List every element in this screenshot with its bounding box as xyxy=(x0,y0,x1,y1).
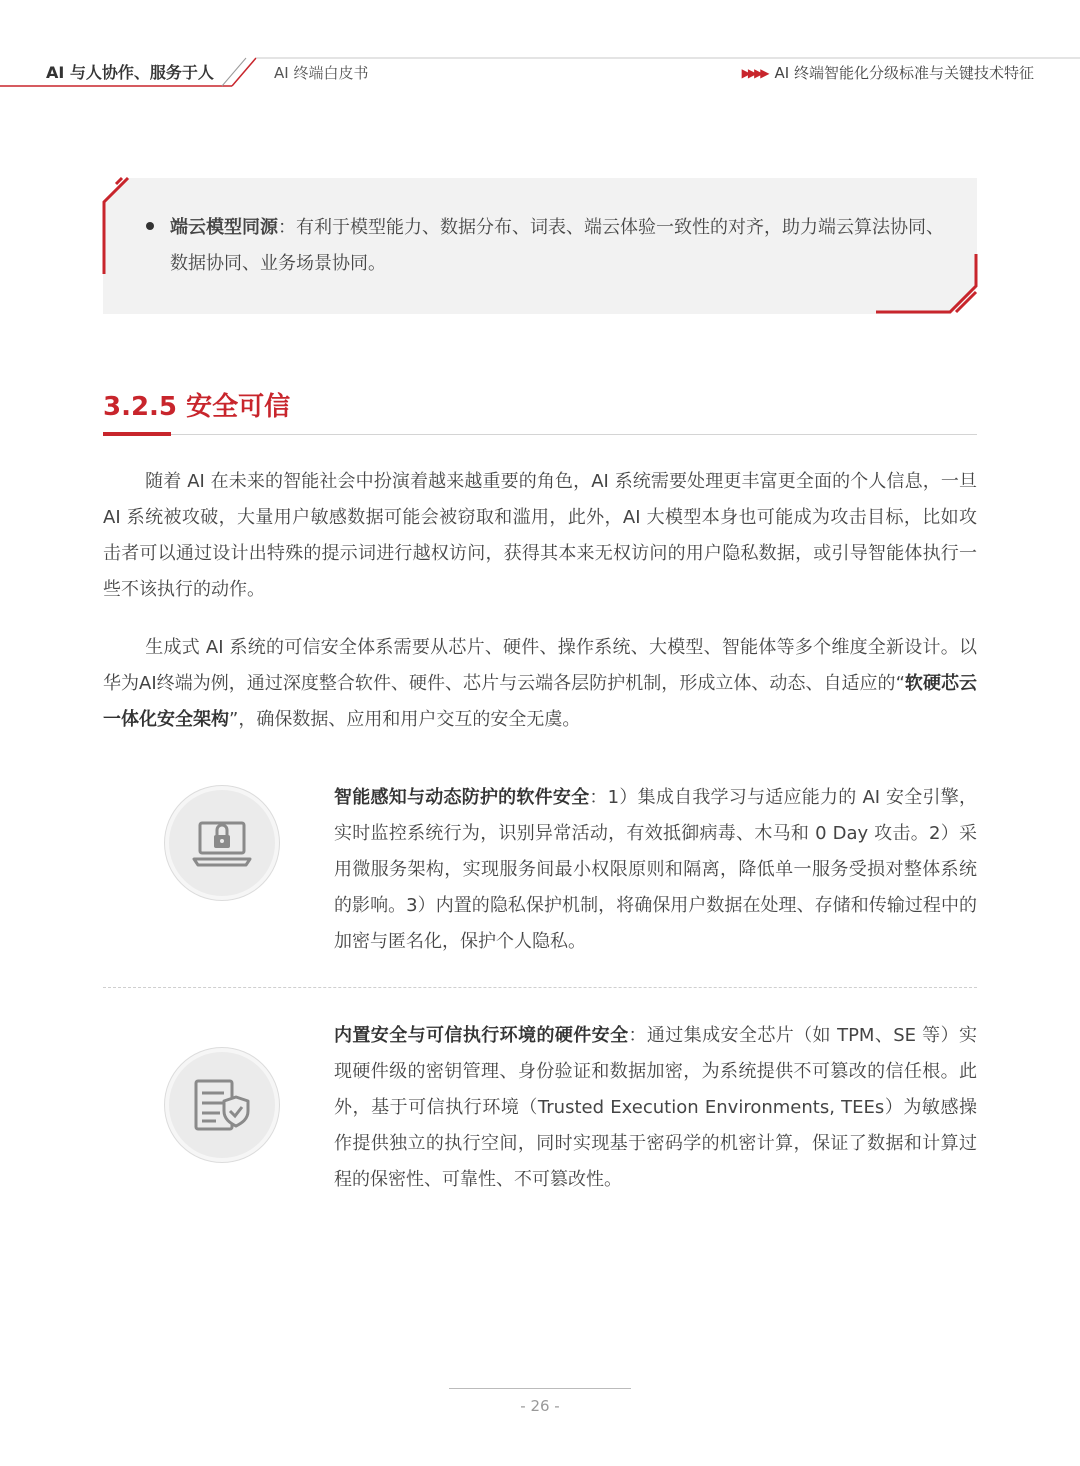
callout-term: 端云模型同源 xyxy=(170,217,278,238)
header-chapter-title: AI 终端智能化分级标准与关键技术特征 xyxy=(774,64,1034,82)
feature-1-title: 智能感知与动态防护的软件安全 xyxy=(334,787,590,808)
footer-rule xyxy=(449,1388,631,1389)
chevrons-right-icon: ▶▶▶▶ xyxy=(741,65,767,80)
header-chapter xyxy=(742,62,1034,83)
feature-1-text: 1）集成自我学习与适应能力的 AI 安全引擎，实时监控系统行为，识别异常活动，有效抵御病毒、木马和 0 Day 攻击。2）采用微服务架构，实现服务间最小权限原则和隔离，降低单一服务受损对整体系统的影响。3）内置的隐私保护机制，将确保用户数据在处理、存储和传输过程中的加密与匿名化，保护个人隐私。 xyxy=(334,787,978,952)
feature-2-title: 内置安全与可信执行环境的硬件安全 xyxy=(334,1025,629,1046)
feature-2-text: 通过集成安全芯片（如 TPM、SE 等）实现硬件级的密钥管理、身份验证和数据加密，为系统提供不可篡改的信任根。此外，基于可信执行环境（Trusted Execution Environments, TEEs）为敏感操作提供独立的执行空间，同时实现基于密码学的机密计算，保证了数据和计算过程的保密性、可靠性、不可篡改性。 xyxy=(334,1025,977,1190)
feature-hardware-security: 内置安全与可信执行环境的硬件安全：通过集成安全芯片（如 TPM、SE 等）实现硬件级的密钥管理、身份验证和数据加密，为系统提供不可篡改的信任根。此外，基于可信执行环境（Trusted Execution Environments, TEEs）为敏感操作提供独立的执行空间，同时实现基于密码学的机密计算，保证了数据和计算过程的保密性、可靠性、不可篡改性。 xyxy=(334,1025,977,1190)
page-number: - 26 - xyxy=(520,1397,560,1415)
paragraph-1: 随着 AI 在未来的智能社会中扮演着越来越重要的角色，AI 系统需要处理更丰富更全面的个人信息，一旦 AI 系统被攻破，大量用户敏感数据可能会被窃取和滥用，此外，AI 大模型本身也可能成为攻击目标，比如攻击者可以通过设计出特殊的提示词进行越权访问，获得其本来无权访问的用户隐私数据，或引导智能体执行一些不该执行的动作。 xyxy=(103,471,977,600)
paragraph-2: 生成式 AI 系统的可信安全体系需要从芯片、硬件、操作系统、大模型、智能体等多个维度全新设计。以华为AI终端为例，通过深度整合软件、硬件、芯片与云端各层防护机制，形成立体、动态、自适应的“软硬芯云一体化安全架构”，确保数据、应用和用户交互的安全无虞。 xyxy=(103,637,977,730)
feature-software-security: 智能感知与动态防护的软件安全：1）集成自我学习与适应能力的 AI 安全引擎，实时监控系统行为，识别异常活动，有效抵御病毒、木马和 0 Day 攻击。2）采用微服务架构，实现服务间最小权限原则和隔离，降低单一服务受损对整体系统的影响。3）内置的隐私保护机制，将确保用户数据在处理、存储和传输过程中的加密与匿名化，保护个人隐私。 xyxy=(334,787,978,952)
server-shield-icon xyxy=(169,1052,275,1158)
bullet-dot xyxy=(146,222,154,230)
callout-description: 有利于模型能力、数据分布、词表、端云体验一致性的对齐，助力端云算法协同、数据协同、业务场景协同。 xyxy=(170,217,944,274)
section-title: 3.2.5 安全可信 xyxy=(103,392,291,422)
dashed-divider xyxy=(103,987,977,988)
architecture-term: 软硬芯云一体化安全架构 xyxy=(103,673,977,730)
laptop-lock-icon xyxy=(169,790,275,896)
header-doc-title: AI 终端白皮书 xyxy=(274,64,369,82)
section-rule-accent xyxy=(103,432,171,436)
callout-text: 端云模型同源：有利于模型能力、数据分布、词表、端云体验一致性的对齐，助力端云算法协同、数据协同、业务场景协同。 xyxy=(170,217,944,274)
section-rule xyxy=(103,434,977,435)
header-decoration xyxy=(0,0,1080,100)
header-left-title: AI 与人协作、服务于人 xyxy=(46,63,214,82)
